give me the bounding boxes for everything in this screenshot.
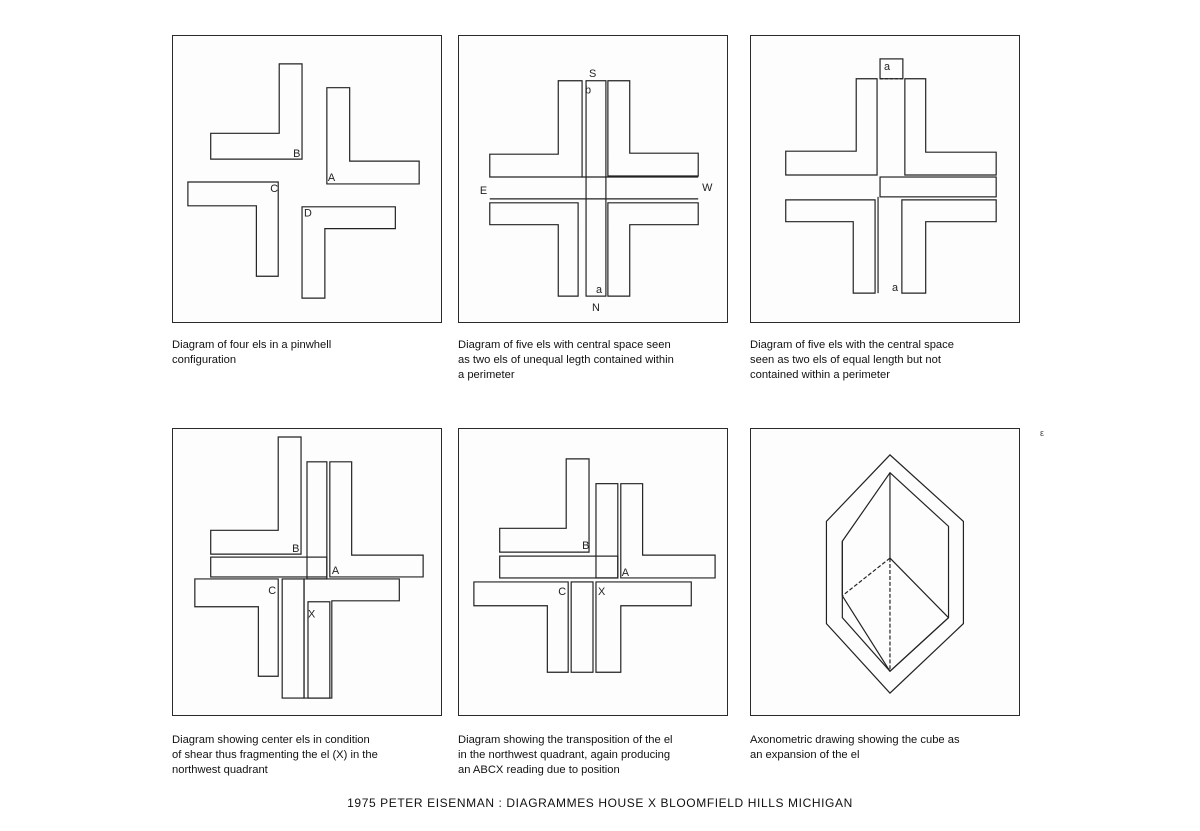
caption-unequal-els: Diagram of five els with central space seen as two els of unequal legth contained within a perimeter <box>458 339 674 381</box>
cube-edge-center-left <box>842 558 890 596</box>
label-c: C <box>268 584 277 597</box>
caption-equal-els: Diagram of five els with the central space seen as two els of equal length but not contained within a perimeter <box>750 339 954 381</box>
label-a-top: a <box>884 60 891 73</box>
outer-hexagon <box>826 455 963 693</box>
central-el <box>880 177 996 197</box>
label-a-bottom: a <box>891 282 899 295</box>
caption-axonometric: Axonometric drawing showing the cube as an expansion of the el <box>750 734 960 761</box>
five-els-open-diagram <box>751 36 1019 322</box>
diagram-panel-unequal-els <box>458 35 728 323</box>
cube-edge-bottom-right <box>890 618 949 672</box>
label-w: W <box>702 181 713 194</box>
label-b: B <box>293 148 301 161</box>
central-strip-b <box>596 484 618 578</box>
label-n: N <box>592 302 600 315</box>
diagram-panel-transposition <box>458 428 728 716</box>
caption-shear: Diagram showing center els in condition of shear thus fragmenting the el (X) in the northwest quadrant <box>172 734 378 776</box>
el-ne <box>608 81 698 176</box>
el-ne <box>905 79 996 175</box>
perimeter-rect <box>586 81 606 296</box>
central-strip-c <box>282 579 304 698</box>
el-sw <box>490 203 578 296</box>
label-d: D <box>304 207 312 220</box>
label-s: S <box>589 67 597 80</box>
el-d <box>302 207 395 298</box>
inner-hexagon <box>842 473 948 672</box>
label-e: E <box>479 184 488 197</box>
caption-pinwheel: Diagram of four els in a pinwhell configuration <box>172 339 332 366</box>
central-horizontal <box>211 557 327 577</box>
el-b <box>500 459 589 552</box>
shear-diagram <box>173 429 441 715</box>
label-a: A <box>621 566 630 579</box>
label-c: C <box>270 182 279 195</box>
label-x: X <box>307 608 316 621</box>
pinwheel-diagram <box>173 36 441 322</box>
central-horizontal <box>500 556 618 578</box>
caption-transposition: Diagram showing the transposition of the el in the northwest quadrant, again producing an ABCX reading due to position <box>458 734 673 776</box>
axonometric-cube-drawing <box>751 429 1019 715</box>
cube-edge-lower-left <box>842 596 890 671</box>
footer-credit: 1975 PETER EISENMAN : DIAGRAMMES HOUSE X BLOOMFIELD HILLS MICHIGAN <box>347 796 853 810</box>
el-b <box>211 437 301 554</box>
el-nw <box>786 79 877 175</box>
label-c: C <box>558 585 567 598</box>
stray-mark: ε <box>1040 428 1045 438</box>
five-els-perimeter-diagram <box>459 36 727 322</box>
el-nw <box>490 81 582 177</box>
el-x <box>596 582 691 672</box>
diagram-panel-pinwheel <box>172 35 442 323</box>
label-a: a <box>595 284 603 297</box>
diagram-panel-axonometric <box>750 428 1020 716</box>
label-a: A <box>331 564 340 577</box>
el-a <box>621 484 715 578</box>
diagram-panel-shear <box>172 428 442 716</box>
cube-edge-center-right <box>890 558 949 618</box>
el-a <box>327 88 419 184</box>
diagram-panel-equal-els <box>750 35 1020 323</box>
label-a: A <box>327 171 336 184</box>
el-se <box>608 203 698 296</box>
label-x: X <box>597 585 606 598</box>
el-c-shape <box>474 582 568 672</box>
label-b: b <box>585 84 592 97</box>
el-sw <box>786 200 875 293</box>
central-strip-c <box>571 582 593 672</box>
el-se <box>902 200 996 293</box>
el-a <box>330 462 423 577</box>
label-b: B <box>292 543 300 556</box>
el-c <box>188 182 278 276</box>
el-b <box>211 64 302 159</box>
label-b: B <box>582 540 590 553</box>
transposition-diagram <box>459 429 727 715</box>
el-a-lower <box>304 579 399 698</box>
central-strip-b <box>307 462 327 579</box>
el-c <box>195 579 278 676</box>
